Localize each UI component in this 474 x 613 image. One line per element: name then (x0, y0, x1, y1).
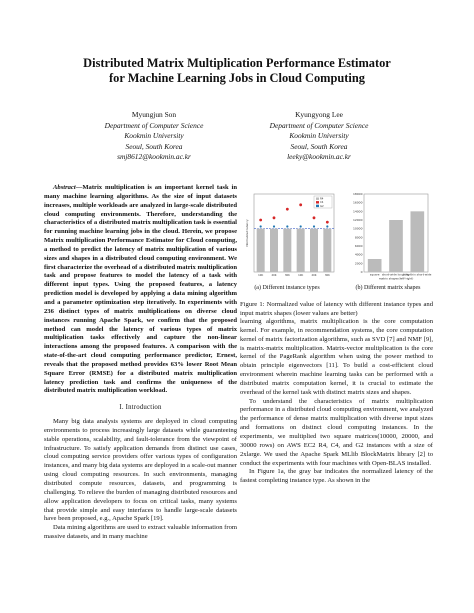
author-dept: Department of Computer Science (269, 120, 369, 130)
chart-xlabel: matrix shapes(left*right) (378, 276, 414, 280)
author-block-2 (234, 110, 404, 163)
chart-bar (310, 229, 318, 272)
chart-ytick-label: 18000 (352, 192, 363, 196)
subcaption-b: (b) Different matrix shapes (355, 285, 421, 291)
legend-label: R4 (320, 197, 324, 201)
figure-1 (240, 186, 433, 319)
right-column (240, 318, 433, 486)
chart-bar (323, 229, 331, 272)
figure-caption: Figure 1: Normalized value of latency with different instance types and input matrix shapes (lower values are better) (240, 301, 433, 317)
author-email: leeky@kookmin.ac.kr (287, 152, 351, 162)
chart-b (353, 192, 432, 280)
abstract-text: —Matrix multiplication is an important kernel task in many machine learning algorithms. As the size of input datasets increases, multiple workloads are analyzed in large-scale distributed cloud computing environments. Therefore, understanding the characteristics of a distributed matrix multiplication task is essential for running machine learning jobs in the cloud. Herein, we propose Matrix multiplication Performance Estimator for Cloud computing, a method to predict the latency of matrix multiplication of various sizes and shapes in a distributed cloud computing environment. We first characterize the overhead of a distributed matrix multiplication task and propose features to model the latency of a task with different input types. Using the proposed features, a latency prediction model is developed by applying a data mining algorithm and a parameter optimization step iteratively. In experiments with 236 distinct types of matrix multiplications on diverse cloud instances running Apache Spark, we confirm that the proposed method can model the latency of various types of matrix multiplication tasks effectively and capture the non-linear interactions among the proposed features. A comparison with the state-of-the-art cloud computing performance predictor, Ernest, reveals that the proposed method provides 63% lower Root Mean Square Error (RMSE) for a distributed matrix multiplication latency prediction task and confirms the uniqueness of the distributed matrix multiplication workload. (44, 184, 238, 395)
author-city: Seoul, South Korea (125, 141, 183, 151)
chart-marker (326, 221, 329, 224)
chart-marker (300, 225, 302, 227)
chart-tick-label: 30K (284, 274, 290, 277)
chart-legend (314, 196, 332, 208)
paragraph: In Figure 1a, the gray bar indicates the normalized latency of the fastest completing instance type. As shown in the (240, 468, 433, 485)
figure-svg (240, 186, 433, 280)
chart-tick-label: 10K (298, 274, 304, 277)
chart-marker (313, 216, 316, 219)
author-email: smj8612@kookmin.ac.kr (117, 152, 191, 162)
abstract-lead: Abstract (53, 184, 76, 191)
paragraph: learning algorithms, matrix multiplication is the core computation kernel. For example, in recommendation systems, the core computation kernel of matrix factorization algorithms, such as SVD [7] and NMF [9], is matrix-matrix multiplication. Matrix-vector multiplication is the core kernel of the PageRank algorithm when using the power method to obtain principle eigenvectors [11]. To build a cost-efficient cloud environment wherein machine learning tasks can be performed with a distributed matrix computation kernel, it is crucial to estimate the overhead of the kernel task with distinct matrix sizes and shapes. (240, 318, 433, 396)
chart-ytick-label: 4000 (354, 252, 363, 257)
chart-ytick-label: 8000 (354, 235, 363, 240)
chart-marker (259, 219, 262, 222)
paragraph: Data mining algorithms are used to extract valuable information from massive datasets, and in many machine (44, 524, 237, 541)
title-line-1: Distributed Matrix Multiplication Performance Estimator (83, 56, 391, 70)
author-univ: Kookmin University (124, 131, 184, 141)
chart-bar (297, 229, 305, 272)
abstract (44, 184, 237, 396)
chart-ytick-label: 12000 (352, 218, 363, 222)
section-heading: I. Introduction (119, 404, 162, 412)
chart-tick-label: long-thin short-wide (403, 272, 432, 277)
chart-tick-label: 20K (311, 274, 317, 277)
chart-ylabel: Normalized latency (245, 219, 249, 247)
chart-bar (389, 220, 403, 272)
chart-bar (411, 211, 425, 272)
chart-tick-label: square (369, 272, 380, 277)
chart-a (245, 194, 334, 277)
author-name: Kyungyong Lee (295, 110, 343, 119)
legend-swatch (316, 201, 319, 203)
chart-marker (313, 225, 315, 227)
author-univ: Kookmin University (289, 131, 349, 141)
chart-marker (326, 225, 328, 227)
legend-swatch (316, 205, 319, 207)
legend-swatch (316, 198, 319, 200)
chart-ytick-label: 10000 (352, 226, 363, 231)
chart-ytick-label: 14000 (352, 209, 363, 214)
chart-marker (273, 225, 275, 227)
chart-bar (368, 259, 382, 272)
author-block-1 (69, 110, 239, 163)
chart-bar (283, 229, 291, 272)
subcaption-a: (a) Different instance types (254, 285, 320, 291)
chart-tick-label: 20K (271, 274, 277, 277)
author-name: Myungjun Son (131, 110, 177, 119)
legend-label: G2 (320, 204, 324, 208)
paragraph: Many big data analysis systems are deployed in cloud computing environments to process increasingly large datasets while guaranteeing stable operations, scalability, and fault-tolerance from the viewpoint of infrastructure. To satisfy application demands from distinct use cases, cloud computing service providers offer various types of configuration instances, and many big data systems are deployed in a scale-out manner using cloud computing resources. In such environments, managing distributed compute resources, datasets, and programming is challenging. To relieve the burden of managing distributed resources and allow application developers to focus on critical tasks, many systems that provide simple and easy interfaces to handle large-scale datasets have been proposed, e.g., Apache Spark [19]. (44, 418, 237, 523)
author-city: Seoul, South Korea (290, 141, 348, 151)
chart-ytick-label: 0 (360, 270, 363, 274)
chart-tick-label: 30K (324, 274, 330, 277)
chart-tick-label: short-wide long-thin (381, 272, 411, 277)
paper-title (0, 56, 474, 86)
title-line-2: for Machine Learning Jobs in Cloud Computing (109, 71, 365, 85)
author-dept: Department of Computer Science (104, 120, 204, 130)
chart-marker (299, 203, 302, 206)
chart-bar (257, 229, 265, 272)
chart-marker (286, 225, 288, 227)
paragraph: To understand the characteristics of matrix multiplication performance in a distributed cloud computing environment, we analyzed the performance of dense matrix multiplication with diverse input sizes and formations on distinct cloud computing instances. In the experiments, we multiplied two square matrices(10000, 20000, and 30000 rows) on AWS EC2 R4, C4, and G2 instances with a size of 2xlarge. We used the Apache Spark MLlib BlockMatrix library [2] to conduct the experiments with four machines with Open-BLAS installed. (240, 397, 433, 467)
chart-marker (260, 225, 262, 227)
left-column (44, 184, 237, 542)
chart-tick-label: 10K (258, 274, 264, 277)
chart-bar (270, 229, 278, 272)
chart-ytick-label: 2000 (354, 261, 363, 266)
legend-label: C4 (320, 201, 324, 205)
chart-ytick-label: 6000 (354, 244, 363, 248)
chart-ytick-label: 16000 (352, 200, 363, 205)
chart-marker (286, 208, 289, 211)
chart-marker (273, 216, 276, 219)
